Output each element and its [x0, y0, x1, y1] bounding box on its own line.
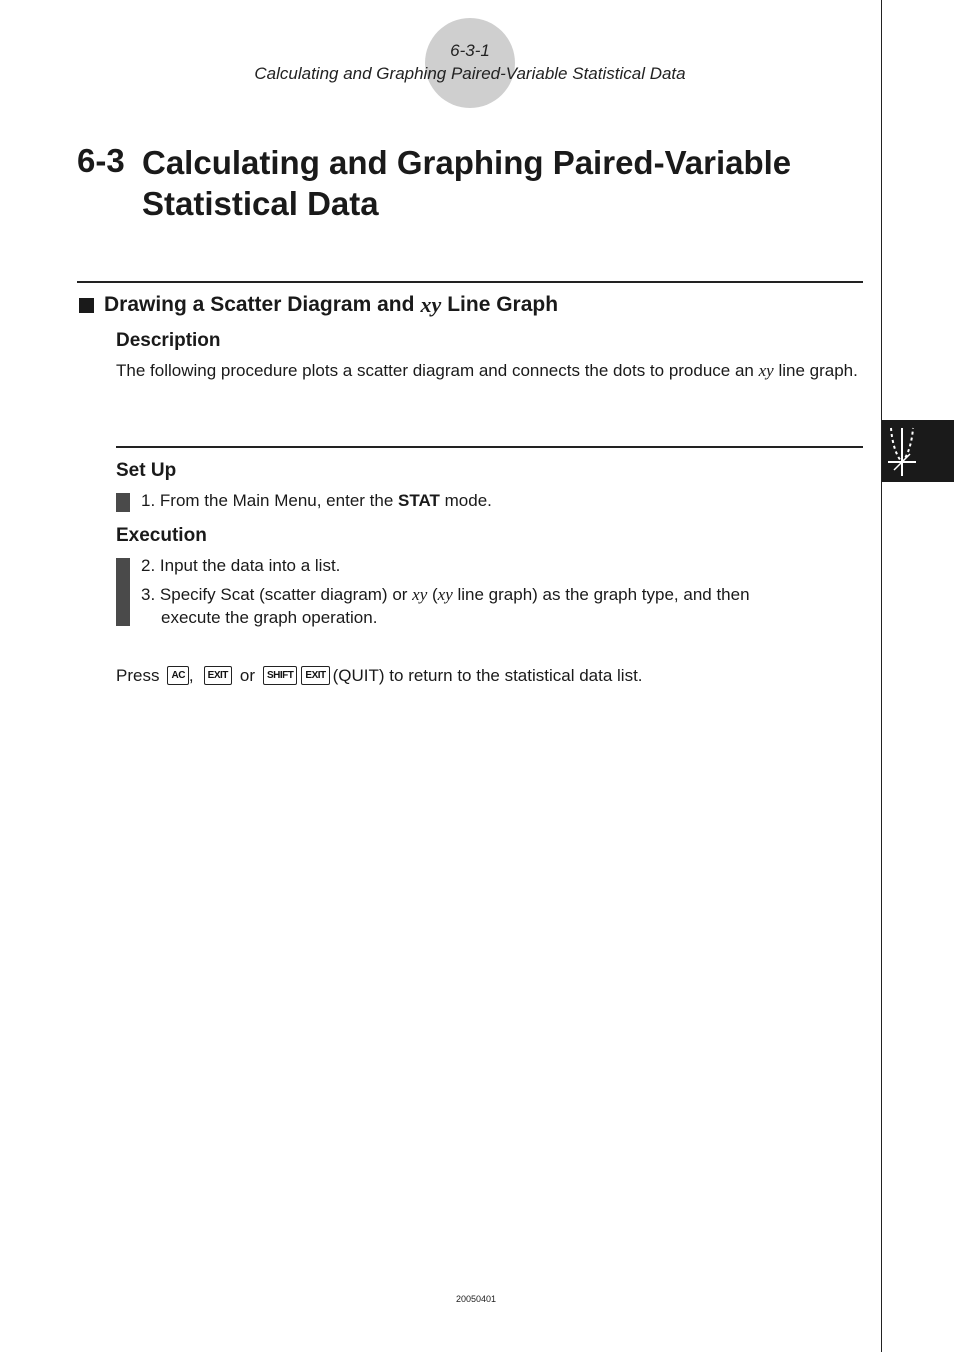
black-square-icon — [79, 298, 94, 313]
subsection-title-start: Drawing a Scatter Diagram and — [104, 293, 415, 316]
step-3-math-1: xy — [412, 585, 428, 604]
setup-marker-bar — [116, 493, 130, 512]
step-3-part-a: 3. Specify Scat (scatter diagram) or — [141, 585, 408, 604]
step-3 — [141, 583, 750, 606]
section-divider — [77, 281, 863, 283]
description-text — [116, 359, 861, 382]
step-3-math-2: xy — [437, 585, 453, 604]
setup-label: Set Up — [116, 460, 177, 481]
page-edge-rule — [881, 0, 882, 1352]
shift-key-icon: SHIFT — [263, 666, 297, 685]
exit-key-icon-2: EXIT — [301, 666, 329, 685]
chapter-tab — [882, 420, 954, 482]
subsection-title-math: xy — [420, 292, 442, 317]
step-3-part-c: line graph) as the graph type, and then — [457, 585, 750, 604]
subsection-title-end: Line Graph — [447, 293, 559, 316]
description-text-end: line graph. — [778, 361, 858, 380]
step-1-start: 1. From the Main Menu, enter the — [141, 491, 394, 510]
execution-label: Execution — [116, 525, 207, 546]
footer-code: 20050401 — [455, 1294, 497, 1304]
page-number: 6-3-1 — [450, 41, 490, 60]
step-1-end: mode. — [444, 491, 492, 510]
subsection-heading — [79, 292, 558, 318]
running-title: Calculating and Graphing Paired-Variable Statistical Data — [254, 64, 686, 83]
step-2: 2. Input the data into a list. — [141, 556, 341, 575]
description-label: Description — [116, 330, 221, 351]
description-text-start: The following procedure plots a scatter diagram and connects the dots to produce an — [116, 361, 754, 380]
stat-graph-icon — [882, 420, 954, 482]
ac-key-icon: AC — [167, 666, 188, 685]
section-title: Calculating and Graphing Paired-Variable Statistical Data — [142, 144, 792, 222]
description-text-math: xy — [758, 361, 774, 380]
exit-key-icon: EXIT — [204, 666, 232, 685]
section-number: 6-3 — [77, 142, 125, 179]
step-1 — [141, 489, 492, 512]
execution-marker-bar — [116, 558, 130, 626]
stat-mode-name: STAT — [398, 491, 440, 510]
header-circle-decoration — [425, 18, 515, 108]
step-3-continuation: execute the graph operation. — [161, 608, 378, 627]
press-suffix: (QUIT) to return to the statistical data list. — [332, 666, 643, 685]
procedure-divider — [116, 446, 863, 448]
press-instruction — [116, 664, 643, 687]
press-or: or — [239, 666, 256, 685]
press-prefix: Press — [116, 666, 160, 685]
press-comma: , — [188, 666, 194, 685]
step-3-paren: ( — [432, 585, 438, 604]
